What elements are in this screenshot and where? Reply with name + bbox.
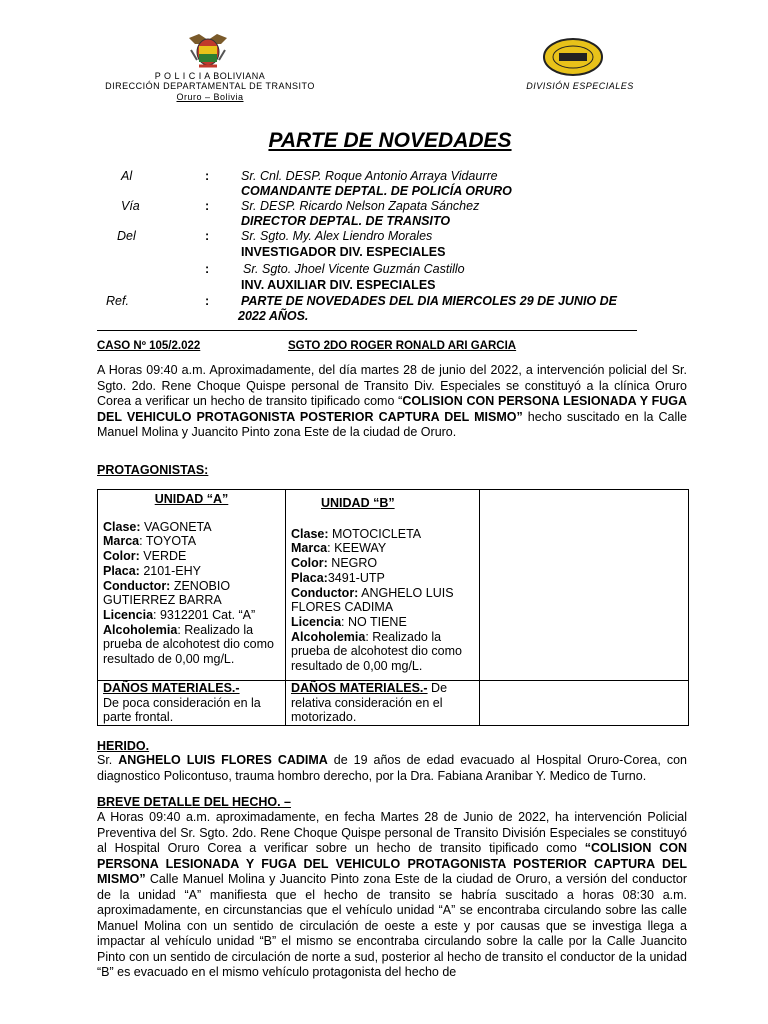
addressee-name: Sr. Sgto. My. Alex Liendro Morales [241, 229, 433, 243]
field-label: Clase: [103, 519, 141, 534]
detail-text-end: Calle Manuel Molina y Juancito Pinto zona Este de la ciudad de Oruro, a versión del conductor de la unidad “A” manifiesta que el hecho de transito se habría suscitado a horas 08:30 a.m. aproximadamente, en circunstancias que el vehículo unidad “A” se encontraba circulando sobre las calle Manuel Molina con un sentido de circulación de oeste a este y por causas que se investiga llega a impactar al vehículo unidad “B” el mismo se encontraba circulando sobre la calle por la Calle Juancito Pinto con un sentido de circulación de norte a sud, posterior al hecho de transito el conductor de la unidad “B” es evacuado en el mismo vehículo protagonista del hecho de [97, 872, 687, 979]
field-label: Licencia [103, 607, 154, 622]
field-value: : 9312201 Cat. “A” [153, 607, 256, 622]
unit-b-damage-cell [286, 681, 480, 726]
unit-b-heading: UNIDAD “B” [321, 496, 395, 510]
empty-cell [480, 490, 689, 681]
injured-heading: HERIDO. [97, 739, 150, 753]
intro-paragraph [97, 363, 687, 441]
addressee-label: Vía [121, 199, 140, 213]
field-label: Placa: [291, 570, 328, 585]
unit-b-cell [286, 490, 480, 681]
field-label: Conductor: [291, 585, 359, 600]
colon: : [205, 229, 210, 243]
colon: : [205, 199, 210, 213]
intro-incident-type: COLISION CON PERSONA LESIONADA Y FUGA DEL VEHICULO PROTAGONISTA POSTERIOR CAPTURA DEL MISMO” [97, 394, 687, 424]
ref-line2: 2022 AÑOS. [238, 309, 309, 323]
damage-text: De relativa consideración en el motorizado. [291, 681, 448, 725]
unit-a-cell [98, 490, 286, 681]
detail-heading: BREVE DETALLE DEL HECHO. – [97, 795, 292, 809]
field-label: Marca [103, 534, 140, 549]
field-label: Color: [291, 556, 328, 571]
case-officer: SGTO 2DO ROGER RONALD ARI GARCIA [288, 340, 517, 352]
field-label: Licencia [291, 614, 342, 629]
addressee-label: Del [117, 229, 136, 243]
injured-name: ANGHELO LUIS FLORES CADIMA [118, 753, 328, 767]
field-value: 2101-EHY [139, 563, 201, 578]
field-label: Color: [103, 549, 140, 564]
page-title: PARTE DE NOVEDADES [268, 129, 512, 152]
field-value: 3491-UTP [327, 570, 385, 585]
injured-paragraph [97, 753, 687, 784]
field-label: Clase: [291, 526, 329, 541]
colon: : [205, 262, 210, 276]
addressee-role: DIRECTOR DEPTAL. DE TRANSITO [241, 214, 451, 228]
field-label: Alcoholemia [103, 622, 178, 637]
field-label: Alcoholemia [291, 629, 366, 644]
damage-text: De poca consideración en la parte frontal. [103, 695, 261, 725]
injured-text: Sr. [97, 753, 119, 767]
field-value: MOTOCICLETA [328, 526, 422, 541]
damage-label: DAÑOS MATERIALES.- [291, 681, 428, 695]
intro-text-end: hecho suscitado en la Calle Manuel Molina y Juancito Pinto zona Este de la ciudad de Oruro. [97, 409, 687, 439]
field-value: VAGONETA [140, 519, 212, 534]
field-label: Placa: [103, 563, 140, 578]
division-label: DIVISIÓN ESPECIALES [526, 81, 634, 91]
unit-a-damage-cell [98, 681, 286, 726]
field-value: ANGHELO LUIS FLORES CADIMA [291, 585, 454, 615]
field-value: : Realizado la prueba de alcohotest dio como resultado de 0,00 mg/L. [103, 622, 274, 667]
injured-text-end: de 19 años de edad evacuado al Hospital Oruro-Corea, con diagnostico Policontuso, trauma hombro derecho, por la Dra. Fabiana Aranibar Y. Medico de Turno. [97, 753, 687, 783]
protagonists-table [97, 489, 689, 726]
addressee-name: Sr. DESP. Ricardo Nelson Zapata Sánchez [241, 199, 480, 213]
field-value: : NO TIENE [341, 614, 407, 629]
org-name: P O L I C I A BOLIVIANA [154, 71, 266, 81]
ref-label: Ref. [106, 294, 129, 308]
addressee-role: INVESTIGADOR DIV. ESPECIALES [241, 245, 446, 259]
ref-line1: PARTE DE NOVEDADES DEL DIA MIERCOLES 29 DE JUNIO DE [241, 294, 617, 308]
colon: : [205, 169, 210, 183]
org-location: Oruro – Bolivia [176, 92, 244, 102]
protagonists-heading: PROTAGONISTAS: [97, 463, 209, 477]
colon: : [205, 294, 210, 308]
addressee-name: Sr. Cnl. DESP. Roque Antonio Arraya Vidaurre [241, 169, 498, 183]
field-value: NEGRO [327, 556, 378, 571]
field-label: Marca [291, 541, 328, 556]
field-label: Conductor: [103, 578, 171, 593]
unit-a-heading: UNIDAD “A” [154, 492, 229, 506]
org-department: DIRECCIÓN DEPARTAMENTAL DE TRANSITO [105, 81, 315, 91]
addressee-role: COMANDANTE DEPTAL. DE POLICÍA ORURO [241, 184, 512, 198]
detail-incident-type: “COLISION CON PERSONA LESIONADA Y FUGA DEL VEHICULO PROTAGONISTA POSTERIOR CAPTURA DEL MISMO” [97, 841, 687, 886]
separator-line [97, 330, 637, 331]
addressee-role: INV. AUXILIAR DIV. ESPECIALES [241, 278, 436, 292]
field-value: ZENOBIO GUTIERREZ BARRA [103, 578, 231, 608]
addressee-label: Al [121, 169, 133, 183]
damage-label: DAÑOS MATERIALES.- [103, 681, 240, 695]
field-value: : Realizado la prueba de alcohotest dio como resultado de 0,00 mg/L. [291, 629, 462, 674]
field-value: : TOYOTA [139, 534, 197, 549]
transit-badge-icon [542, 37, 604, 77]
detail-text: A Horas 09:40 a.m. aproximadamente, en fecha Martes 28 de Junio de 2022, ha intervención Policial Preventiva del Sr. Sgto. 2do. Rene Choque Quispe personal de Transito División Especiales se constituyó al Hospital Oruro Corea a verificar sobre un hecho de transito tipificado como [97, 810, 687, 855]
empty-cell [480, 681, 689, 726]
case-number: CASO Nº 105/2.022 [97, 340, 201, 352]
field-value: VERDE [139, 549, 187, 564]
addressee-name: Sr. Sgto. Jhoel Vicente Guzmán Castillo [243, 262, 465, 276]
field-value: : KEEWAY [327, 541, 387, 556]
detail-paragraph [97, 810, 687, 981]
intro-text: A Horas 09:40 a.m. Aproximadamente, del día martes 28 de junio del 2022, a intervención policial del Sr. Sgto. 2do. Rene Choque Quispe personal de Transito Div. Especiales se constituyó a la clínica Oruro Corea a verificar un hecho de transito tipificado como “ [97, 363, 687, 408]
coat-of-arms-icon [185, 30, 231, 70]
